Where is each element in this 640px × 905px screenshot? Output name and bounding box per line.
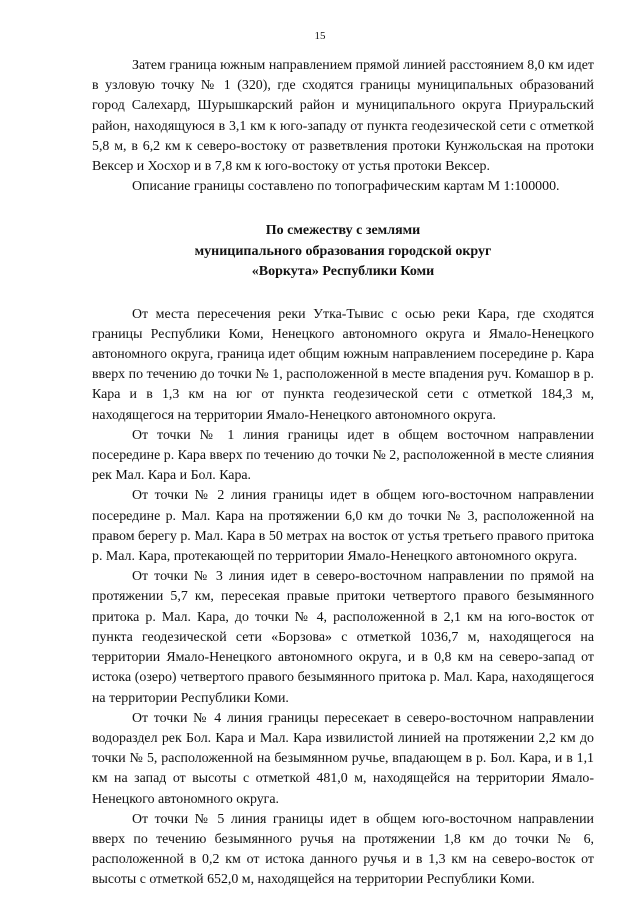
paragraph-point-5: От точки № 5 линия границы идет в общем юго-восточном направлении вверх по течению безымянного ручья на протяжении 1,8 км до точки № 6, расположенной в 0,2 км от истока данного ручья и в 1,3 км на северо-восток от высоты с отметкой 652,0 м, находящейся на территории Республики Коми. — [92, 811, 594, 888]
paragraph-point-4: От точки № 4 линия границы пересекает в северо-восточном направлении водораздел рек Бол. Кара и Мал. Кара извилистой линией на протяжении 2,2 км до точки № 5, расположенной на безымянном ручье, впадающем в р. Бол. Кара, и в 1,1 км на запад от высоты с отметкой 481,0 м, находящейся на территории Ямало-Ненецкого автономного округа. — [92, 710, 594, 807]
paragraph-point-2: От точки № 2 линия границы идет в общем юго-восточном направлении посередине р. Мал. Кара на протяжении 6,0 км до точки № 3, расположенной на правом берегу р. Мал. Кара в 50 метрах на восток от устья третьего правого притока р. Мал. Кара, протекающей по территории Ямало-Ненецкого автономного округа. — [92, 488, 594, 565]
page-number: 15 — [314, 30, 326, 42]
paragraph-intro-1: Затем граница южным направлением прямой линией расстоянием 8,0 км идет в узловую точку № 1 (320), где сходятся границы муниципальных образований город Салехард, Шурышкарский район и муниципального округа Приуральский район, находящуюся в 3,1 км к юго-западу от пункта геодезической сети с отметкой 5,8 м, в 6,2 км к северо-востоку от разветвления протоки Кунжольская на протоки Вексер и Хосхор и в 7,8 км к юго-востоку от устья протоки Вексер. — [92, 58, 594, 175]
paragraph-point-1: От точки № 1 линия границы идет в общем восточном направлении посередине р. Кара вверх по течению до точки № 2, расположенной в месте слияния рек Мал. Кара и Бол. Кара. — [92, 427, 594, 484]
section-heading-line-3: «Воркута» Республики Коми — [251, 264, 435, 280]
document-body — [92, 56, 594, 891]
section-heading-line-2: муниципального образования городской округ — [194, 243, 492, 259]
section-heading-line-1: По смежеству с землями — [265, 223, 421, 239]
paragraph-boundary-start: От места пересечения реки Утка-Тывис с осью реки Кара, где сходятся границы Республики Коми, Ненецкого автономного округа и Ямало-Ненецкого автономного округа, граница идет общим южным направлением посередине р. Кара вверх по течению до точки № 1, расположенной в месте впадения руч. Комашор в р. Кара и в 1,3 км на юг от пункта геодезической сети с отметкой 184,3 м, находящегося на территории Ямало-Ненецкого автономного округа. — [92, 306, 594, 423]
section-heading — [92, 221, 594, 282]
paragraph-intro-2: Описание границы составлено по топографическим картам М 1:100000. — [132, 179, 560, 195]
paragraph-point-3: От точки № 3 линия идет в северо-восточном направлении по прямой на протяжении 5,7 км, пересекая правые притоки четвертого правого безымянного притока р. Мал. Кара, до точки № 4, расположенной в 2,1 км на юго-восток от пункта геодезической сети «Борзова» с отметкой 1036,7 м, находящегося на территории Ямало-Ненецкого автономного округа, и в 0,8 км на северо-запад от истока (озеро) четвертого правого безымянного притока р. Мал. Кара, находящегося на территории Республики Коми. — [92, 569, 594, 706]
